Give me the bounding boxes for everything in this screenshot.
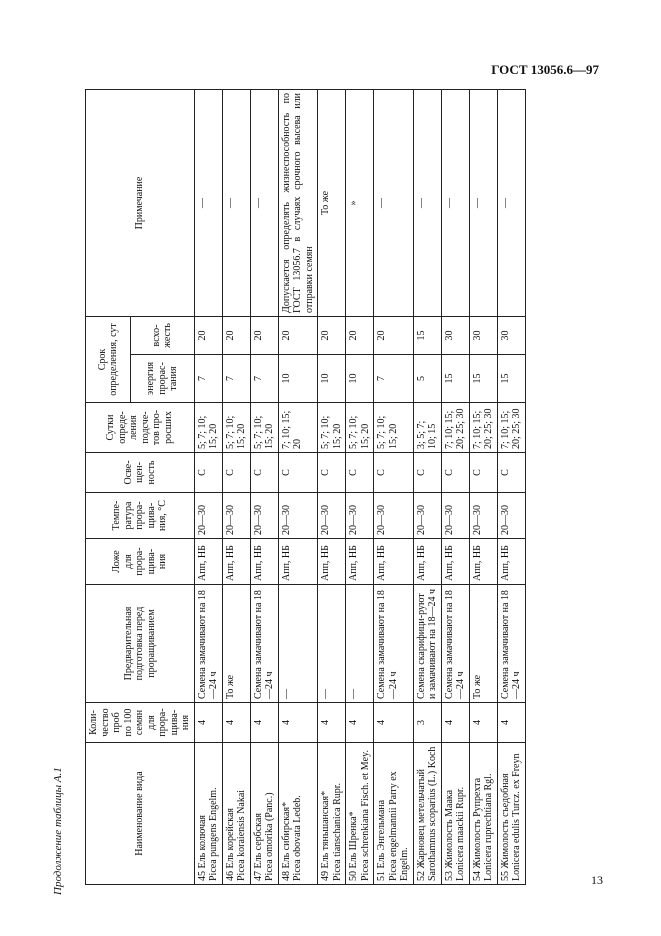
light-cell: С xyxy=(318,453,346,493)
species-latin: Picea koraiensis Nakai xyxy=(236,789,247,881)
days-cell: 5; 7; 10; 15; 20 xyxy=(318,403,346,453)
species-name: 52 Жарновец метельчатый xyxy=(415,769,427,881)
note-cell: — xyxy=(497,90,525,317)
light-cell: С xyxy=(441,453,469,493)
species-cell xyxy=(222,743,250,885)
species-name: 45 Ель колючая xyxy=(196,814,208,881)
table-row xyxy=(222,90,250,885)
bed-cell: Апп, НБ xyxy=(413,539,441,585)
days-cell: 7; 10; 15; 20; 25; 30 xyxy=(469,403,497,453)
species-latin: Picea schrenkiana Fisch. et Mey. xyxy=(359,750,371,881)
table-row xyxy=(413,90,441,885)
species-name: 48 Ель сибирская* xyxy=(280,801,292,881)
germ-cell: 20 xyxy=(250,317,278,355)
species-latin: Lonicera ruprechtiana Rgl. xyxy=(483,773,494,881)
species-name: 53 Жимолость Маака xyxy=(443,789,455,881)
species-latin: Picea obovata Ledeb. xyxy=(292,795,303,881)
prep-cell: То же xyxy=(222,585,250,703)
header-qty: Коли-чество проб по 100 семян для прора-щива-ния xyxy=(86,703,195,743)
prep-cell: Семена замачивают на 18—24 ч xyxy=(250,585,278,703)
species-latin: Picea tianschanica Rupr. xyxy=(331,782,343,881)
note-cell: — xyxy=(413,90,441,317)
species-cell xyxy=(278,743,318,885)
species-cell xyxy=(346,743,374,885)
bed-cell: Апп, НБ xyxy=(441,539,469,585)
table-row xyxy=(346,90,374,885)
note-cell: » xyxy=(346,90,374,317)
species-latin: Picea engelmannii Parry ex Engelm. xyxy=(387,771,410,881)
note-cell: — xyxy=(469,90,497,317)
germ-cell: 20 xyxy=(346,317,374,355)
light-cell: С xyxy=(194,453,222,493)
bed-cell: Апп, НБ xyxy=(346,539,374,585)
energy-cell: 10 xyxy=(318,355,346,403)
energy-cell: 15 xyxy=(469,355,497,403)
prep-cell: Семена замачивают на 18—24 ч xyxy=(374,585,414,703)
header-name: Наименование вида xyxy=(86,743,195,885)
light-cell: С xyxy=(374,453,414,493)
bed-cell: Апп, НБ xyxy=(497,539,525,585)
species-name: 54 Жимолость Рупрехта xyxy=(471,777,483,881)
bed-cell: Апп, НБ xyxy=(374,539,414,585)
note-cell: — xyxy=(250,90,278,317)
germ-cell: 20 xyxy=(278,317,318,355)
note-cell: — xyxy=(374,90,414,317)
qty-cell: 4 xyxy=(194,703,222,743)
days-cell: 5; 7; 10; 15; 20 xyxy=(194,403,222,453)
species-cell xyxy=(374,743,414,885)
energy-cell: 7 xyxy=(222,355,250,403)
bed-cell: Апп, НБ xyxy=(194,539,222,585)
header-row xyxy=(86,90,131,885)
note-cell: Допускается определять жизнеспособность по ГОСТ 13056.7 в случаях срочного высева или отправки семян xyxy=(278,90,318,317)
light-cell: С xyxy=(497,453,525,493)
bed-cell: Апп, НБ xyxy=(222,539,250,585)
light-cell: С xyxy=(469,453,497,493)
germ-cell: 30 xyxy=(497,317,525,355)
species-latin: Lonicera maackii Rupr. xyxy=(455,786,466,881)
table-row xyxy=(318,90,346,885)
species-name: 50 Ель Шренка* xyxy=(348,811,359,881)
light-cell: С xyxy=(222,453,250,493)
temp-cell: 20—30 xyxy=(346,493,374,539)
species-latin: Picea pungens Engelm. xyxy=(208,787,219,881)
germ-cell: 15 xyxy=(413,317,441,355)
days-cell: 5; 7; 10; 15; 20 xyxy=(374,403,414,453)
header-light: Осве-щен-ность xyxy=(86,453,195,493)
prep-cell: Семена замачивают на 18—24 ч xyxy=(497,585,525,703)
table-row xyxy=(374,90,414,885)
table-caption: Продолжение таблицы А.1 xyxy=(52,767,64,895)
energy-cell: 7 xyxy=(374,355,414,403)
bed-cell: Апп, НБ xyxy=(278,539,318,585)
temp-cell: 20—30 xyxy=(318,493,346,539)
days-cell: 7; 10; 15; 20; 25; 30 xyxy=(497,403,525,453)
qty-cell: 4 xyxy=(469,703,497,743)
species-latin: Sarothamnus scoparius (L.) Koch xyxy=(427,746,438,881)
species-latin: Lonicera edulis Turcz. ex Freyn xyxy=(511,753,522,881)
bed-cell: Апп, НБ xyxy=(250,539,278,585)
species-name: 47 Ель сербская xyxy=(252,813,264,881)
energy-cell: 7 xyxy=(194,355,222,403)
qty-cell: 4 xyxy=(278,703,318,743)
energy-cell: 10 xyxy=(346,355,374,403)
species-cell xyxy=(318,743,346,885)
prep-cell: Семена скарифици-руют и замачивают на 18—24 ч xyxy=(413,585,441,703)
qty-cell: 4 xyxy=(346,703,374,743)
prep-cell: Семена замачивают на 18—24 ч xyxy=(441,585,469,703)
germ-cell: 20 xyxy=(222,317,250,355)
days-cell: 5; 7; 10; 15; 20 xyxy=(346,403,374,453)
table-row xyxy=(469,90,497,885)
temp-cell: 20—30 xyxy=(441,493,469,539)
days-cell: 7; 10; 15; 20 xyxy=(278,403,318,453)
species-name: 49 Ель тяньшанская* xyxy=(320,790,331,881)
species-name: 51 Ель Энгельмана xyxy=(376,799,387,881)
temp-cell: 20—30 xyxy=(278,493,318,539)
bed-cell: Апп, НБ xyxy=(469,539,497,585)
table-row xyxy=(497,90,525,885)
germ-cell: 30 xyxy=(441,317,469,355)
header-days: Сутки опреде-ления подсче-тов про-росших xyxy=(86,403,195,453)
qty-cell: 4 xyxy=(441,703,469,743)
header-energy: энергия прорас-тания xyxy=(131,355,195,403)
note-cell: — xyxy=(441,90,469,317)
species-cell xyxy=(441,743,469,885)
page-number: 13 xyxy=(591,873,603,887)
energy-cell: 7 xyxy=(250,355,278,403)
species-name: 46 Ель корейская xyxy=(224,808,236,881)
germ-cell: 30 xyxy=(469,317,497,355)
table-row xyxy=(250,90,278,885)
prep-cell: То же xyxy=(469,585,497,703)
prep-cell: — xyxy=(346,585,374,703)
energy-cell: 10 xyxy=(278,355,318,403)
table-row xyxy=(278,90,318,885)
days-cell: 5; 7; 10; 15; 20 xyxy=(250,403,278,453)
table-body xyxy=(194,90,525,885)
header-germ: всхо-жесть xyxy=(131,317,195,355)
temp-cell: 20—30 xyxy=(497,493,525,539)
temp-cell: 20—30 xyxy=(374,493,414,539)
note-cell: — xyxy=(222,90,250,317)
qty-cell: 4 xyxy=(497,703,525,743)
species-cell xyxy=(469,743,497,885)
energy-cell: 5 xyxy=(413,355,441,403)
temp-cell: 20—30 xyxy=(469,493,497,539)
qty-cell: 4 xyxy=(222,703,250,743)
temp-cell: 20—30 xyxy=(250,493,278,539)
qty-cell: 3 xyxy=(413,703,441,743)
standard-number: ГОСТ 13056.6—97 xyxy=(491,62,599,77)
days-cell: 3; 5; 7; 10; 15 xyxy=(413,403,441,453)
note-cell: То же xyxy=(318,90,346,317)
energy-cell: 15 xyxy=(441,355,469,403)
species-latin: Picea omorika (Panc.) xyxy=(264,792,275,881)
germ-cell: 20 xyxy=(374,317,414,355)
light-cell: С xyxy=(346,453,374,493)
prep-cell: — xyxy=(278,585,318,703)
header-prep: Предварительная подготовка перед проращиванием xyxy=(86,585,195,703)
qty-cell: 4 xyxy=(250,703,278,743)
bed-cell: Апп, НБ xyxy=(318,539,346,585)
species-cell xyxy=(194,743,222,885)
table-row xyxy=(441,90,469,885)
species-table xyxy=(85,89,526,885)
temp-cell: 20—30 xyxy=(413,493,441,539)
temp-cell: 20—30 xyxy=(222,493,250,539)
prep-cell: — xyxy=(318,585,346,703)
species-name: 55 Жимолость съедобная xyxy=(499,773,511,881)
header-term: Срок определения, сут xyxy=(86,317,131,403)
species-cell xyxy=(250,743,278,885)
header-note: Примечание xyxy=(86,90,195,317)
germ-cell: 20 xyxy=(194,317,222,355)
species-cell xyxy=(497,743,525,885)
temp-cell: 20—30 xyxy=(194,493,222,539)
species-cell xyxy=(413,743,441,885)
rotated-table-container xyxy=(85,90,615,885)
days-cell: 5; 7; 10; 15; 20 xyxy=(222,403,250,453)
light-cell: С xyxy=(278,453,318,493)
light-cell: С xyxy=(250,453,278,493)
germ-cell: 20 xyxy=(318,317,346,355)
note-cell: — xyxy=(194,90,222,317)
header-temp: Темпе-ратура прора-щива-ния, °С xyxy=(86,493,195,539)
energy-cell: 15 xyxy=(497,355,525,403)
qty-cell: 4 xyxy=(374,703,414,743)
days-cell: 7; 10; 15; 20; 25; 30 xyxy=(441,403,469,453)
qty-cell: 4 xyxy=(318,703,346,743)
prep-cell: Семена замачивают на 18—24 ч xyxy=(194,585,222,703)
light-cell: С xyxy=(413,453,441,493)
header-bed: Ложе для прора-щива-ния xyxy=(86,539,195,585)
table-row xyxy=(194,90,222,885)
